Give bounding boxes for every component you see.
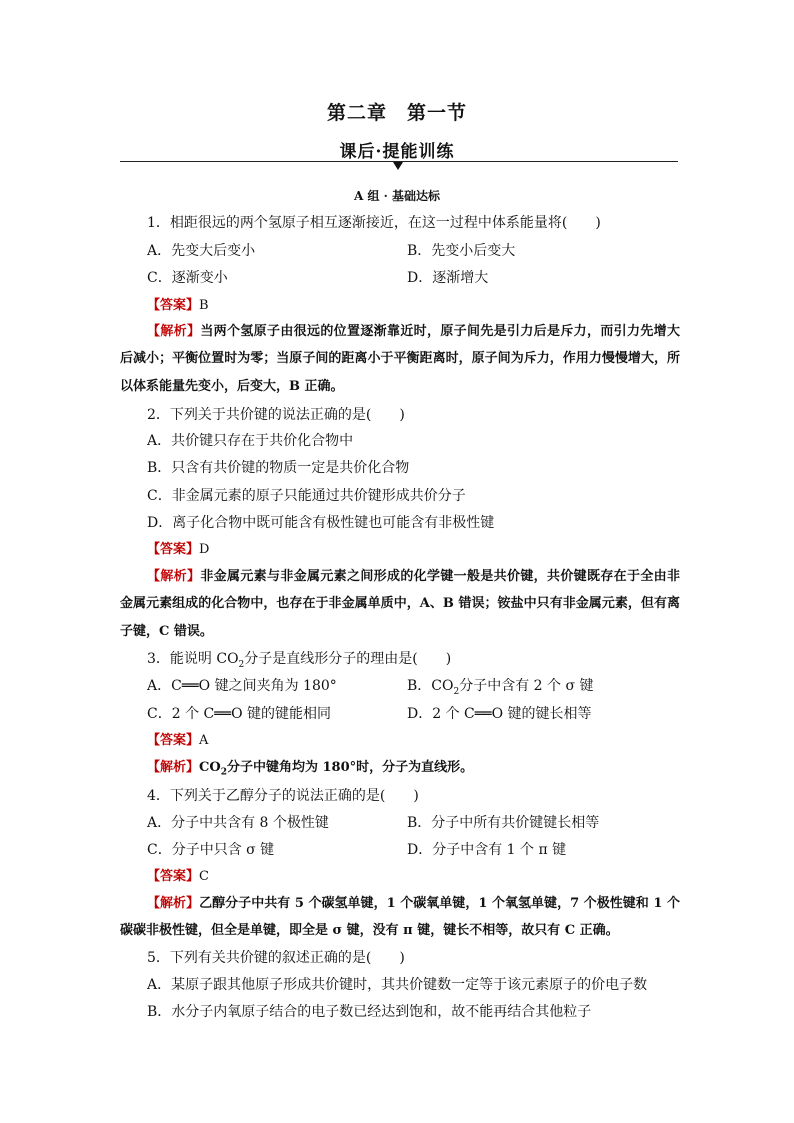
answer-tag: 【答案】 — [147, 869, 200, 884]
analysis-text: 非金属元素与非金属元素之间形成的化学键一般是共价键，共价键既存在于全由非金属元素组成的化合物中，也存在于非金属单质中，A、B 错误；铵盐中只有非金属元素，但有离子键，C 错误。 — [120, 569, 680, 639]
analysis-text: 乙醇分子中共有 5 个碳氢单键，1 个碳氧单键，1 个氧氢单键，7 个极性键和 1 个碳碳非极性键，但全是单键，即全是 σ 键，没有 π 键，键长不相等，故只有 C 正确。 — [120, 896, 680, 939]
question-3-stem — [147, 650, 451, 674]
question-1-answer — [147, 297, 209, 315]
section-subtitle: 课后·提能训练 — [339, 142, 455, 162]
analysis-tag: 【解析】 — [147, 324, 201, 339]
question-2-option-a: A．共价键只存在于共价化合物中 — [147, 433, 354, 449]
answer-tag: 【答案】 — [147, 542, 200, 557]
triangle-marker-icon — [393, 162, 403, 170]
question-5-stem: 5．下列有关共价键的叙述正确的是( ) — [147, 950, 405, 966]
question-4-option-d: D．分子中含有 1 个 π 键 — [407, 842, 567, 858]
question-1-option-c: C．逐渐变小 — [147, 270, 228, 286]
answer-value: C — [199, 869, 209, 884]
analysis-text: 当两个氢原子由很远的位置逐渐靠近时，原子间先是引力后是斥力，而引力先增大后减小；平衡位置时为零；当原子间的距离小于平衡距离时，原子间为斥力，作用力慢慢增大，所以体系能量先变小，后变大，B 正确。 — [120, 324, 680, 394]
question-3-option-c: C．2 个 C══O 键的键能相同 — [147, 706, 332, 722]
subscript: 2 — [220, 767, 227, 778]
question-1-option-b: B．先变小后变大 — [407, 243, 516, 259]
group-heading: A 组 · 基础达标 — [353, 189, 441, 203]
answer-tag: 【答案】 — [147, 298, 200, 313]
answer-value: B — [199, 298, 209, 313]
subscript: 2 — [238, 659, 245, 670]
question-3-option-b — [407, 677, 593, 701]
question-3-option-a: A．C══O 键之间夹角为 180° — [147, 678, 337, 694]
question-3-analysis — [120, 754, 680, 787]
question-5-option-a: A．某原子跟其他原子形成共价键时，其共价键数一定等于该元素原子的价电子数 — [147, 977, 648, 993]
question-3-option-d: D．2 个 C══O 键的键长相等 — [407, 706, 592, 722]
question-4-option-c: C．分子中只含 σ 键 — [147, 842, 275, 858]
question-2-analysis — [120, 563, 680, 645]
question-1-option-a: A．先变大后变小 — [147, 243, 256, 259]
question-2-answer — [147, 541, 209, 559]
question-4-stem: 4．下列关于乙醇分子的说法正确的是( ) — [147, 788, 419, 804]
analysis-text: 分子中键角均为 180°时，分子为直线形。 — [226, 760, 474, 775]
question-4-answer — [147, 868, 209, 886]
subscript: 2 — [453, 686, 460, 697]
question-1-stem: 1．相距很远的两个氢原子相互逐渐接近，在这一过程中体系能量将( ) — [147, 215, 601, 231]
question-2-stem: 2．下列关于共价键的说法正确的是( ) — [147, 407, 405, 423]
question-2-option-b: B．只含有共价键的物质一定是共价化合物 — [147, 460, 410, 476]
analysis-tag: 【解析】 — [147, 569, 201, 584]
question-5-option-b: B．水分子内氧原子结合的电子数已经达到饱和，故不能再结合其他粒子 — [147, 1004, 592, 1020]
question-1-analysis — [120, 318, 680, 400]
answer-value: A — [199, 733, 209, 748]
answer-value: D — [199, 542, 210, 557]
question-4-analysis — [120, 890, 680, 945]
question-3-answer — [147, 732, 208, 750]
option-text: B．CO — [407, 678, 454, 694]
analysis-tag: 【解析】 — [147, 760, 200, 775]
option-text: 分子中含有 2 个 σ 键 — [459, 678, 594, 694]
question-2-option-d: D．离子化合物中既可能含有极性键也可能含有非极性键 — [147, 515, 495, 531]
analysis-text: CO — [199, 760, 221, 775]
stem-text: 分子是直线形分子的理由是( ) — [244, 651, 452, 667]
question-2-option-c: C．非金属元素的原子只能通过共价键形成共价分子 — [147, 488, 466, 504]
analysis-tag: 【解析】 — [147, 896, 200, 911]
question-4-option-a: A．分子中共含有 8 个极性键 — [147, 815, 329, 831]
question-1-option-d: D．逐渐增大 — [407, 270, 489, 286]
question-4-option-b: B．分子中所有共价键键长相等 — [407, 815, 600, 831]
chapter-title: 第二章 第一节 — [326, 102, 467, 124]
answer-tag: 【答案】 — [147, 733, 200, 748]
stem-text: 3．能说明 CO — [147, 651, 239, 667]
